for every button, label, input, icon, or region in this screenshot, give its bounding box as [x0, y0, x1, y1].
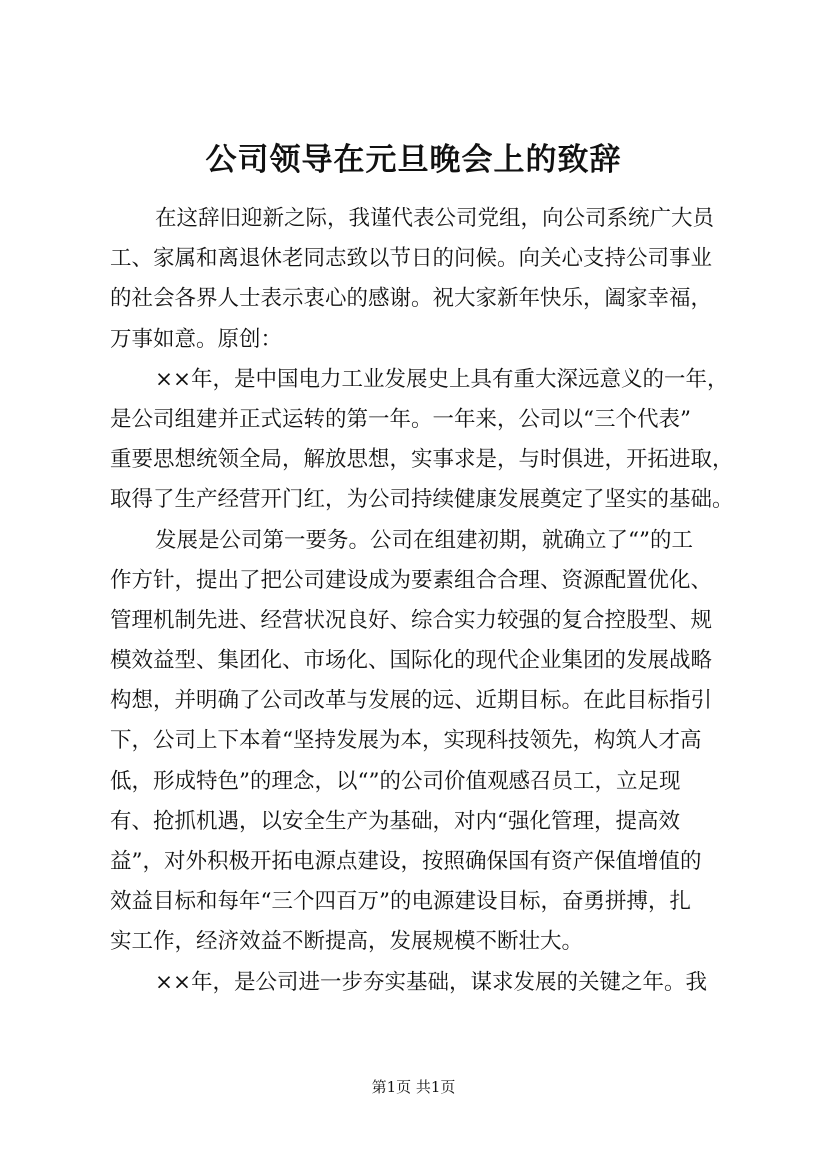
- body-line: 是公司组建并正式运转的第一年。一年来，公司以“三个代表”: [110, 406, 691, 432]
- body-line: 的社会各界人士表示衷心的感谢。祝大家新年快乐，阖家幸福，: [110, 286, 713, 312]
- body-line: 取得了生产经营开门红，为公司持续健康发展奠定了坚实的基础。: [110, 487, 734, 513]
- body-line: 益”，对外积极开拓电源点建设，按照确保国有资产保值增值的: [110, 849, 702, 874]
- body-line: 模效益型、集团化、市场化、国际化的现代企业集团的发展战略: [110, 648, 713, 674]
- page-footer: 第1页 共1页: [371, 1078, 456, 1096]
- body-line: 低，形成特色”的理念，以“”的公司价值观感召员工，立足现: [110, 768, 681, 794]
- body-line: 发展是公司第一要务。公司在组建初期，就确立了“”的工: [155, 527, 693, 553]
- body-line: 重要思想统领全局，解放思想，实事求是，与时俱进，开拓进取，: [110, 447, 734, 473]
- document-body: [110, 199, 737, 1003]
- body-line: ××年，是中国电力工业发展史上具有重大深远意义的一年，: [155, 366, 729, 392]
- body-line: 下，公司上下本着“坚持发展为本，实现科技领先，构筑人才高: [110, 728, 702, 754]
- body-line: 在这辞旧迎新之际，我谨代表公司党组，向公司系统广大员: [155, 206, 715, 231]
- body-line: 管理机制先进、经营状况良好、综合实力较强的复合控股型、规: [110, 607, 713, 633]
- body-line: 实工作，经济效益不断提高，发展规模不断壮大。: [110, 929, 584, 955]
- body-line: 工、家属和离退休老同志致以节日的问候。向关心支持公司事业: [110, 246, 713, 272]
- document-title: 公司领导在元旦晚会上的致辞: [205, 142, 622, 178]
- body-line: 效益目标和每年“三个四百万”的电源建设目标，奋勇拼搏，扎: [110, 889, 691, 915]
- body-line: ××年，是公司进一步夯实基础，谋求发展的关键之年。我: [155, 969, 708, 995]
- body-line: 有、抢抓机遇，以安全生产为基础，对内“强化管理，提高效: [110, 808, 680, 834]
- body-line: 万事如意。原创：: [110, 326, 283, 352]
- body-line: 作方针，提出了把公司建设成为要素组合合理、资源配置优化、: [110, 567, 713, 593]
- body-line: 构想，并明确了公司改革与发展的远、近期目标。在此目标指引: [110, 688, 713, 714]
